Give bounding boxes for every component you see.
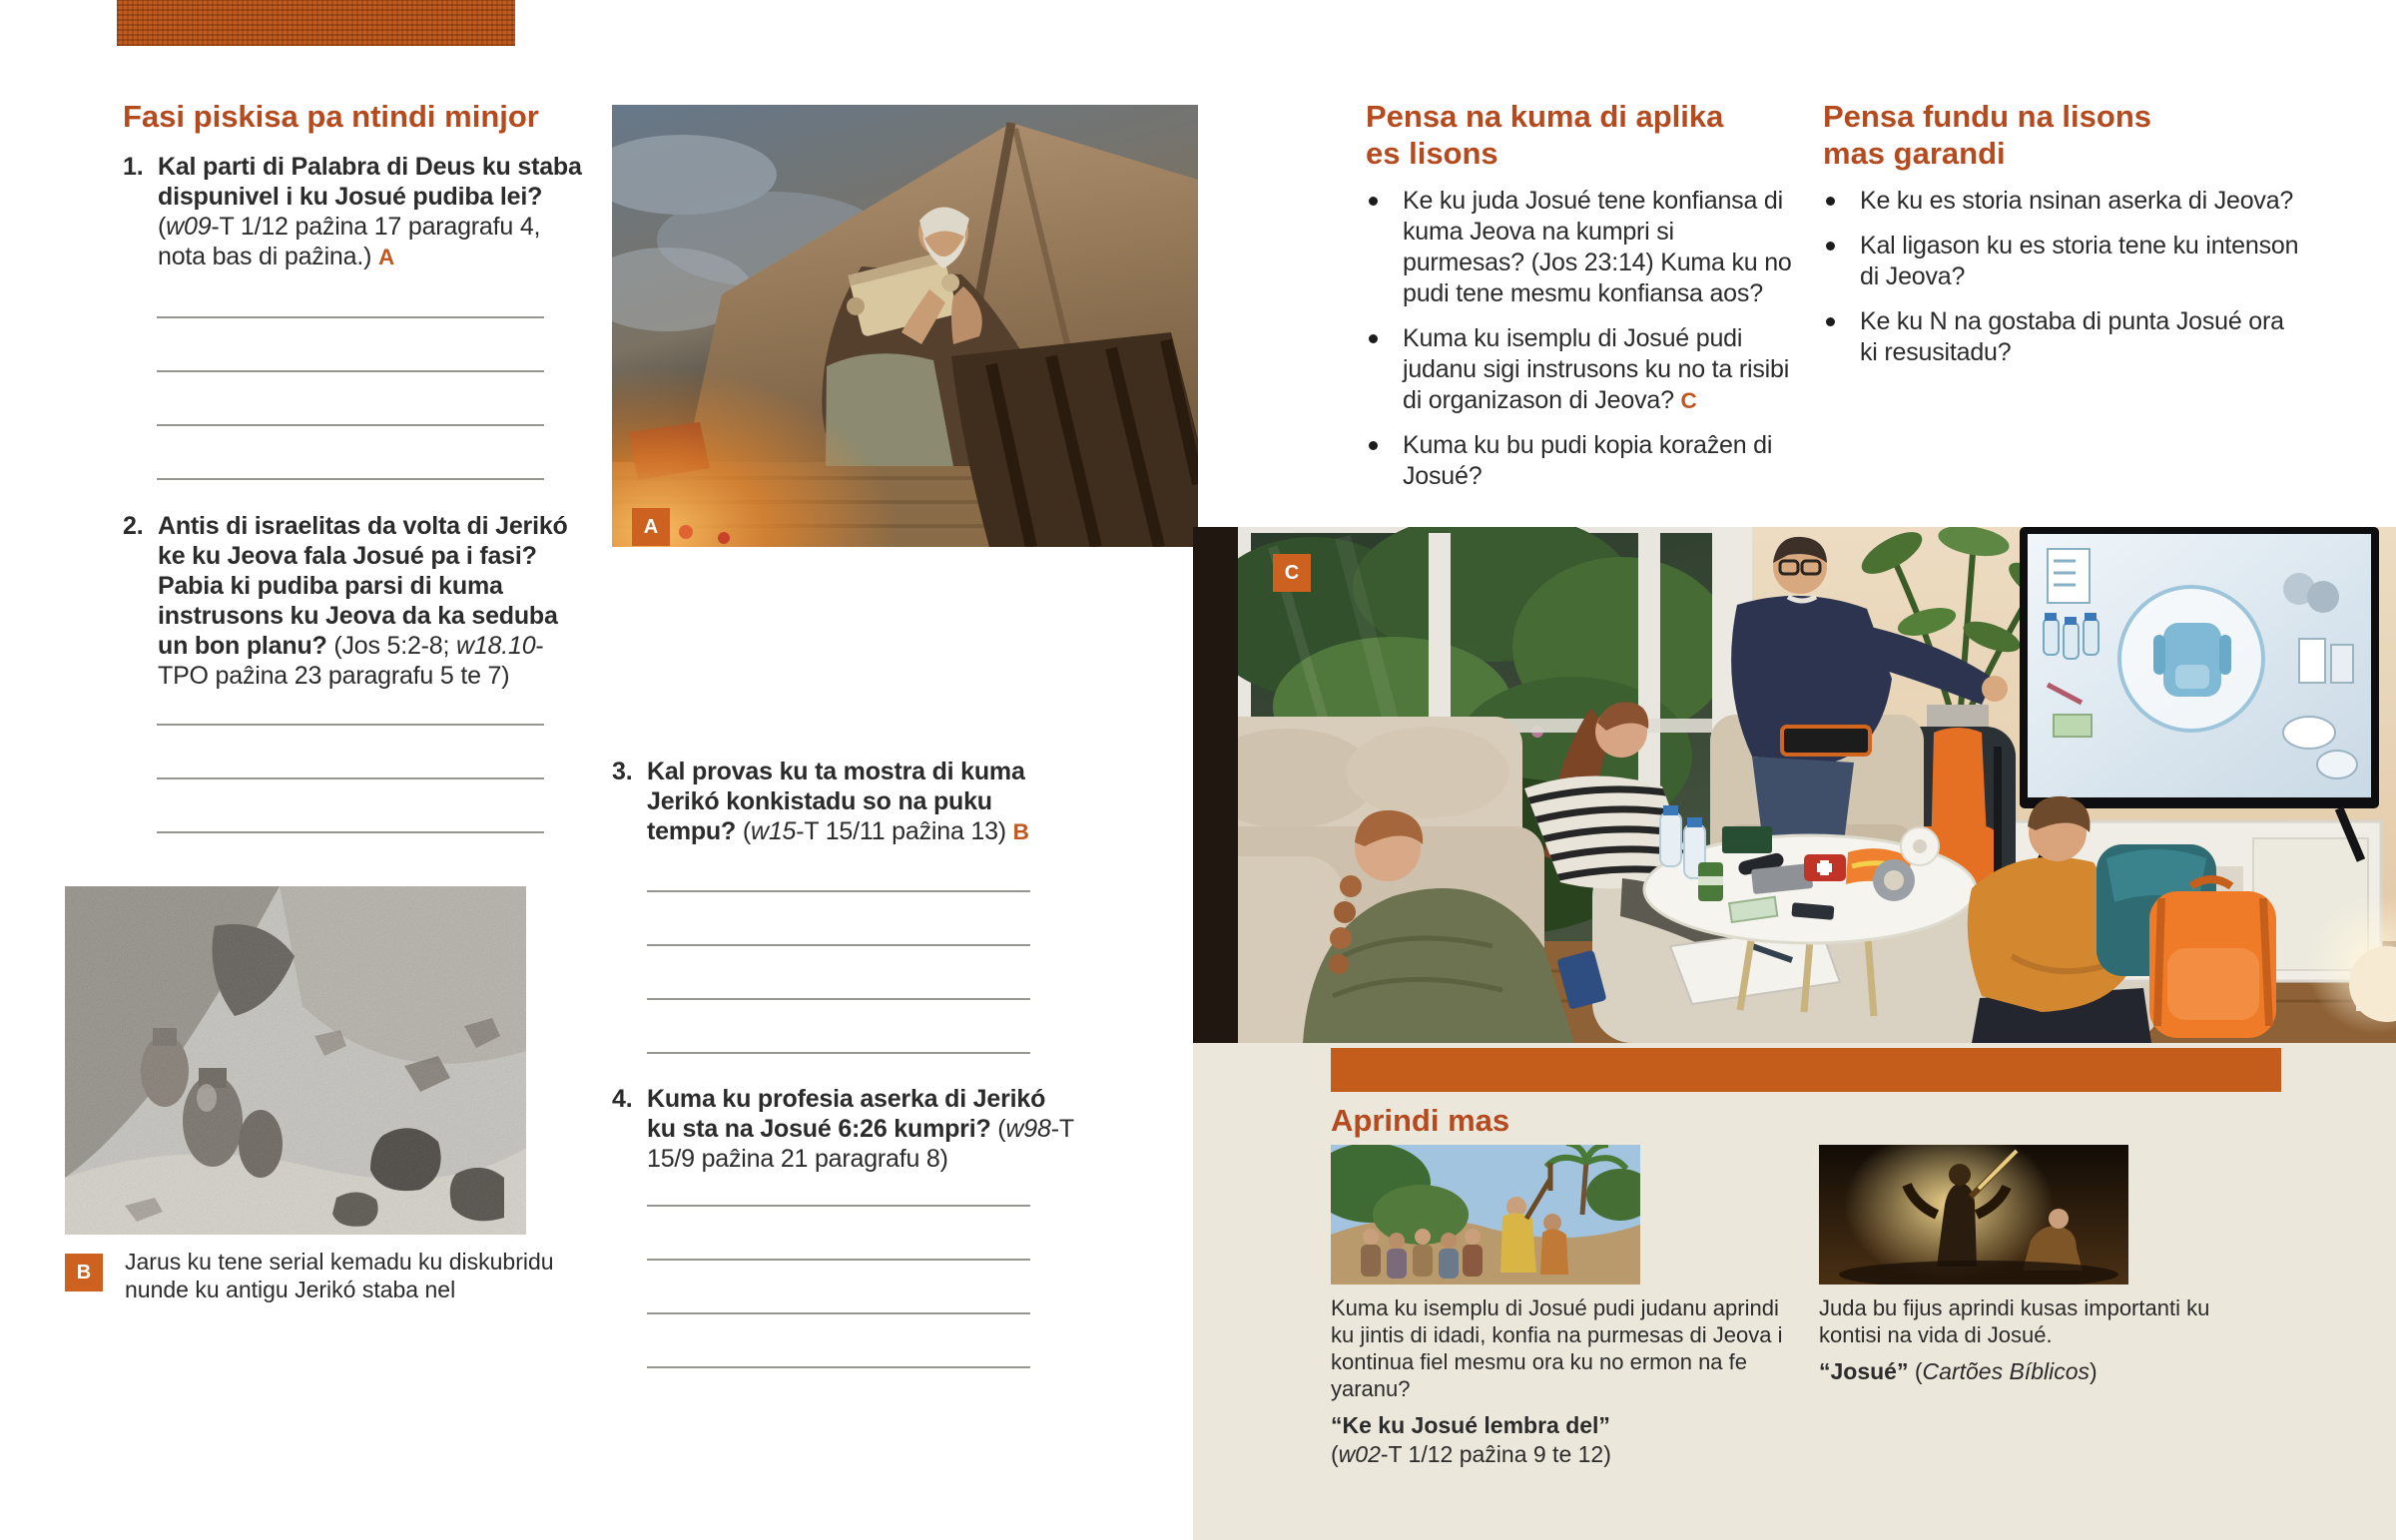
apply-bullet-3	[1366, 430, 1795, 492]
answer-line	[647, 1153, 1030, 1207]
joshua-reading-illustration	[612, 105, 1198, 547]
deeper-bullet-list	[1823, 186, 2302, 382]
text-run: “Ke ku Josué lembra del”	[1331, 1412, 1610, 1438]
apply-bullet-list	[1366, 186, 1795, 506]
answer-lines-q4	[647, 1153, 1030, 1368]
text-run: -T 15/11 paẑina 13)	[796, 817, 1013, 845]
text-run: Ke ku juda Josué tene konfiansa di kuma Jeova na kumpri si purmesas? (Jos 23:14) Kuma ku no pudi tene mesmu konfiansa aos?	[1403, 187, 1792, 307]
text-run: -T 15/9 paẑina 21 paragrafu 8)	[647, 1115, 1074, 1173]
text-run: Kuma ku bu pudi kopia koraẑen di Josué?	[1403, 431, 1773, 490]
text-run: (	[158, 213, 167, 241]
question-number: 3.	[612, 758, 633, 785]
text-run: w18.10	[455, 632, 536, 660]
answer-line	[647, 1261, 1030, 1314]
answer-line	[647, 946, 1030, 1000]
learn-item-1-ref	[1331, 1412, 1795, 1439]
joshua-leading-israel-painting	[1331, 1145, 1640, 1284]
text-run: C	[1680, 388, 1698, 413]
answer-line	[157, 318, 544, 372]
text-run: (	[1908, 1358, 1923, 1384]
apply-section-title	[1366, 98, 1785, 172]
top-banner	[117, 0, 515, 46]
answer-line	[647, 1207, 1030, 1261]
text-run: B	[1012, 819, 1030, 844]
answer-line	[157, 672, 544, 726]
figure-a-label: A	[643, 515, 659, 538]
text-run: w09	[166, 213, 212, 241]
learn-item-1	[1331, 1294, 1795, 1468]
deeper-title-line2: mas garandi	[1823, 136, 2006, 171]
learn-more-title: Aprindi mas	[1331, 1103, 1510, 1138]
text-run: w15	[750, 817, 797, 845]
answer-line	[647, 838, 1030, 892]
text-run: Kal ligason ku es storia tene ku intenson di Jeova?	[1860, 232, 2299, 290]
joshua-leading-art	[1331, 1145, 1640, 1284]
question-number: 4.	[612, 1085, 633, 1113]
text-run: -TPO paẑina 23 paragrafu 5 te 7)	[158, 632, 544, 690]
text-run: -T 1/12 paẑina 9 te 12)	[1380, 1441, 1611, 1467]
deeper-bullet-3	[1823, 306, 2302, 368]
text-run: Cartões Bíblicos	[1922, 1358, 2091, 1384]
question-number: 1.	[123, 153, 144, 181]
learn-item-2-caption: Juda bu fijus aprindi kusas importanti ku kontisi na vida di Josué.	[1819, 1295, 2210, 1347]
text-run: (	[1331, 1441, 1339, 1467]
joshua-illustration-art	[612, 105, 1198, 547]
figure-c-label: C	[1284, 561, 1300, 584]
answer-lines-q1	[157, 264, 544, 480]
deeper-title-line1: Pensa fundu na lisons	[1823, 99, 2151, 134]
text-run: (	[997, 1115, 1006, 1143]
text-run: Kal parti di Palabra di Deus ku staba dispunivel i ku Josué pudiba lei?	[158, 153, 582, 211]
learn-item-2	[1819, 1294, 2238, 1385]
figure-b-label: B	[76, 1261, 92, 1283]
figure-a-badge	[632, 508, 670, 546]
jericho-excavation-photo	[65, 886, 526, 1235]
answer-lines-q3	[647, 838, 1030, 1054]
deeper-bullet-1	[1823, 186, 2302, 217]
answer-line	[647, 1314, 1030, 1368]
question-text	[647, 757, 1076, 847]
answer-line	[157, 726, 544, 779]
question-number: 2.	[123, 512, 144, 540]
question-3	[612, 757, 1076, 847]
learn-item-1-caption: Kuma ku isemplu di Josué pudi judanu aprindi ku jintis di idadi, konfia na purmesas di Jeova i kontinua fiel mesmu ora ku no ermon na fe yaranu?	[1331, 1295, 1783, 1401]
apply-title-line1: Pensa na kuma di aplika	[1366, 99, 1724, 134]
joshua-angel-painting	[1819, 1145, 2128, 1284]
text-run: w98	[1005, 1115, 1051, 1143]
text-run: w02	[1338, 1441, 1381, 1467]
answer-line	[157, 426, 544, 480]
answer-line	[647, 892, 1030, 946]
answer-line	[157, 779, 544, 833]
answer-line	[157, 264, 544, 318]
question-text	[158, 511, 587, 691]
answer-lines-q2	[157, 672, 544, 833]
deeper-section-title	[1823, 98, 2282, 172]
text-run: Kal provas ku ta mostra di kuma Jerikó konkistadu so na puku tempu?	[647, 758, 1025, 845]
research-section-title: Fasi piskisa pa ntindi minjor	[123, 99, 539, 134]
excavation-photo-art	[65, 886, 526, 1235]
answer-line	[647, 1000, 1030, 1054]
text-run: Kuma ku profesia aserka di Jerikó ku sta na Josué 6:26 kumpri?	[647, 1085, 1046, 1143]
figure-c-badge	[1273, 554, 1311, 592]
text-run: )	[2090, 1358, 2097, 1384]
text-run: Antis di israelitas da volta di Jerikó ke ku Jeova fala Josué pa i fasi? Pabia ki pudiba parsi di kuma instrusons ku Jeova da ka seduba un bon planu?	[158, 512, 568, 660]
text-run: (	[742, 817, 751, 845]
joshua-angel-art	[1819, 1145, 2128, 1284]
text-run: Kuma ku isemplu di Josué pudi judanu sigi instrusons ku no ta risibi di organizason di Jeova?	[1403, 324, 1790, 414]
question-2	[123, 511, 587, 691]
text-run: A	[377, 245, 395, 269]
deeper-bullet-2	[1823, 231, 2302, 292]
text-run: Ke ku es storia nsinan aserka di Jeova?	[1860, 187, 2294, 215]
text-run: “Josué”	[1819, 1358, 1909, 1384]
question-1	[123, 152, 587, 272]
learn-item-1-ref2	[1331, 1441, 1795, 1468]
figure-b-badge	[65, 1254, 103, 1291]
family-photo-art	[1193, 527, 2396, 1043]
text-run: Ke ku N na gostaba di punta Josué ora ki resusitadu?	[1860, 307, 2284, 366]
figure-b-caption: Jarus ku tene serial kemadu ku diskubridu nunde ku antigu Jerikó staba nel	[125, 1249, 554, 1302]
learn-more-divider-bar	[1331, 1048, 2281, 1092]
learn-item-2-ref	[1819, 1358, 2238, 1385]
answer-line	[157, 372, 544, 426]
family-study-photo	[1193, 527, 2396, 1043]
apply-bullet-1	[1366, 186, 1795, 309]
text-run: -T 1/12 paẑina 17 paragrafu 4, nota bas di paẑina.)	[158, 213, 541, 270]
text-run: (Jos 5:2-8;	[333, 632, 456, 660]
question-text	[158, 152, 587, 272]
apply-title-line2: es lisons	[1366, 136, 1498, 171]
apply-bullet-2	[1366, 323, 1795, 416]
